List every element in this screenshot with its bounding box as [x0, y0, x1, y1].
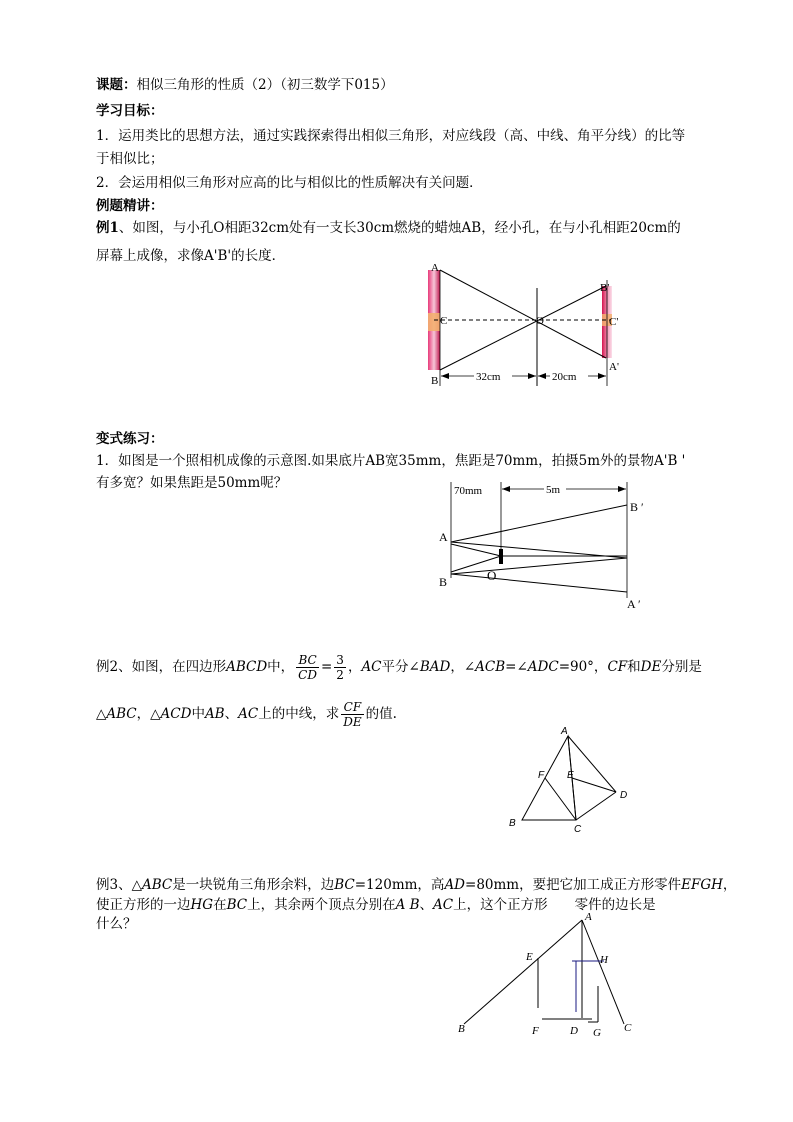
- line-ad: [568, 736, 616, 792]
- lesson-title: 课题：相似三角形的性质（2）（初三数学下015）: [96, 77, 394, 93]
- median-cf: [545, 778, 576, 820]
- ray-b-horizontal: [451, 558, 627, 574]
- label-c: C: [574, 824, 582, 835]
- example-2-line-2: △ABC，△ACD中AB、AC上的中线，求 $\frac{CF}{DE}$ 的值.: [96, 700, 397, 729]
- candle-flame: [428, 313, 440, 331]
- figure-triangle-square: [452, 908, 642, 1043]
- label-d: D: [620, 790, 628, 801]
- goals-heading: 学习目标：: [96, 103, 164, 119]
- ray-a-b-prime: [451, 505, 627, 542]
- label-a-prime: A ′: [627, 597, 641, 611]
- example-1-line-2: 屏幕上成像，求像A'B'的长度．: [96, 248, 286, 264]
- label-o: O: [487, 568, 497, 583]
- label-a: A: [585, 911, 592, 923]
- label-70mm: 70mm: [454, 485, 483, 497]
- label-o: O: [536, 315, 544, 327]
- label-b-prime: B': [600, 282, 610, 294]
- arrow-20-left: [538, 373, 546, 379]
- label-b: B: [439, 575, 448, 589]
- fraction-cf-de: $\frac{CF}{DE}$: [343, 700, 362, 729]
- label-a: A: [561, 726, 568, 737]
- fraction-3-2: $\frac{3}{2}$: [336, 653, 344, 682]
- lens: [499, 549, 503, 564]
- label-a: A: [439, 530, 448, 544]
- side-ac: [582, 920, 624, 1024]
- ray-b-a-prime: [451, 574, 627, 592]
- label-b-prime: B ′: [630, 500, 644, 514]
- side-ab: [464, 920, 582, 1024]
- arrow-32-right: [528, 373, 536, 379]
- label-a: A: [431, 262, 439, 274]
- variation-1-line-1: 1．如图是一个照相机成像的示意图.如果底片AB宽35mm，焦距是70mm，拍摄5m外的景物A'B ': [96, 453, 686, 469]
- example-3-line-2: 使正方形的一边HG在BC上，其余两个顶点分别在A B、AC上，这个正方形 零件的边长是: [96, 897, 656, 913]
- arrow-32-left: [441, 373, 449, 379]
- examples-heading: 例题精讲：: [96, 198, 164, 214]
- example-1-line-1: 例1、如图，与小孔O相距32cm处有一支长30cm燃烧的蜡烛AB，经小孔，在与小孔相距20cm的: [96, 220, 681, 236]
- label-g: G: [593, 1027, 601, 1039]
- arrow-5m-left: [502, 486, 510, 492]
- goal-1-line-2: 于相似比；: [96, 151, 164, 167]
- goal-1-line-1: 1．运用类比的思想方法，通过实践探索得出相似三角形，对应线段（高、中线、角平分线）的比等: [96, 128, 686, 144]
- figure-pinhole-candle: [420, 258, 630, 393]
- ray-a-to-a-prime: [440, 270, 606, 358]
- fraction-bc-cd: $\frac{BC}{CD}$: [298, 653, 317, 682]
- label-a-prime: A': [609, 361, 619, 373]
- ray-b-to-b-prime: [440, 286, 606, 370]
- goal-2: 2．会运用相似三角形对应高的比与相似比的性质解决有关问题．: [96, 175, 483, 191]
- label-f: F: [538, 770, 545, 781]
- variation-1-line-2: 有多宽？如果焦距是50mm呢？: [96, 475, 288, 491]
- label-c-prime: C': [609, 316, 619, 328]
- label-b: B: [509, 818, 516, 829]
- label-h: H: [600, 954, 608, 966]
- arrow-20-right: [598, 373, 606, 379]
- label-d: D: [570, 1025, 578, 1037]
- example-3-line-1: 例3、△ABC是一块锐角三角形余料，边BC=120mm，高AD=80mm，要把它加工成正方形零件EFGH，: [96, 877, 737, 893]
- label-20cm: 20cm: [552, 371, 577, 383]
- label-c: C: [624, 1022, 632, 1034]
- label-b: B: [431, 375, 439, 387]
- arrow-5m-right: [618, 486, 626, 492]
- example-3-line-3: 什么？: [96, 916, 137, 932]
- figure-quadrilateral: [500, 722, 640, 837]
- figure-camera: [430, 478, 660, 613]
- label-e: E: [567, 770, 574, 781]
- example-2-line-1: 例2、如图，在四边形ABCD中， $\frac{BC}{CD}$ = $\frac{3}{2}$ ，AC平分∠BAD，∠ACB=∠ADC=90°，CF和DE分别是: [96, 653, 702, 682]
- variation-heading: 变式练习：: [96, 431, 164, 447]
- label-e: E: [526, 951, 533, 963]
- label-f: F: [532, 1025, 539, 1037]
- label-5m: 5m: [546, 484, 561, 496]
- label-b: B: [458, 1023, 465, 1035]
- label-32cm: 32cm: [476, 371, 501, 383]
- label-c: C: [440, 315, 448, 327]
- line-cd: [576, 792, 616, 820]
